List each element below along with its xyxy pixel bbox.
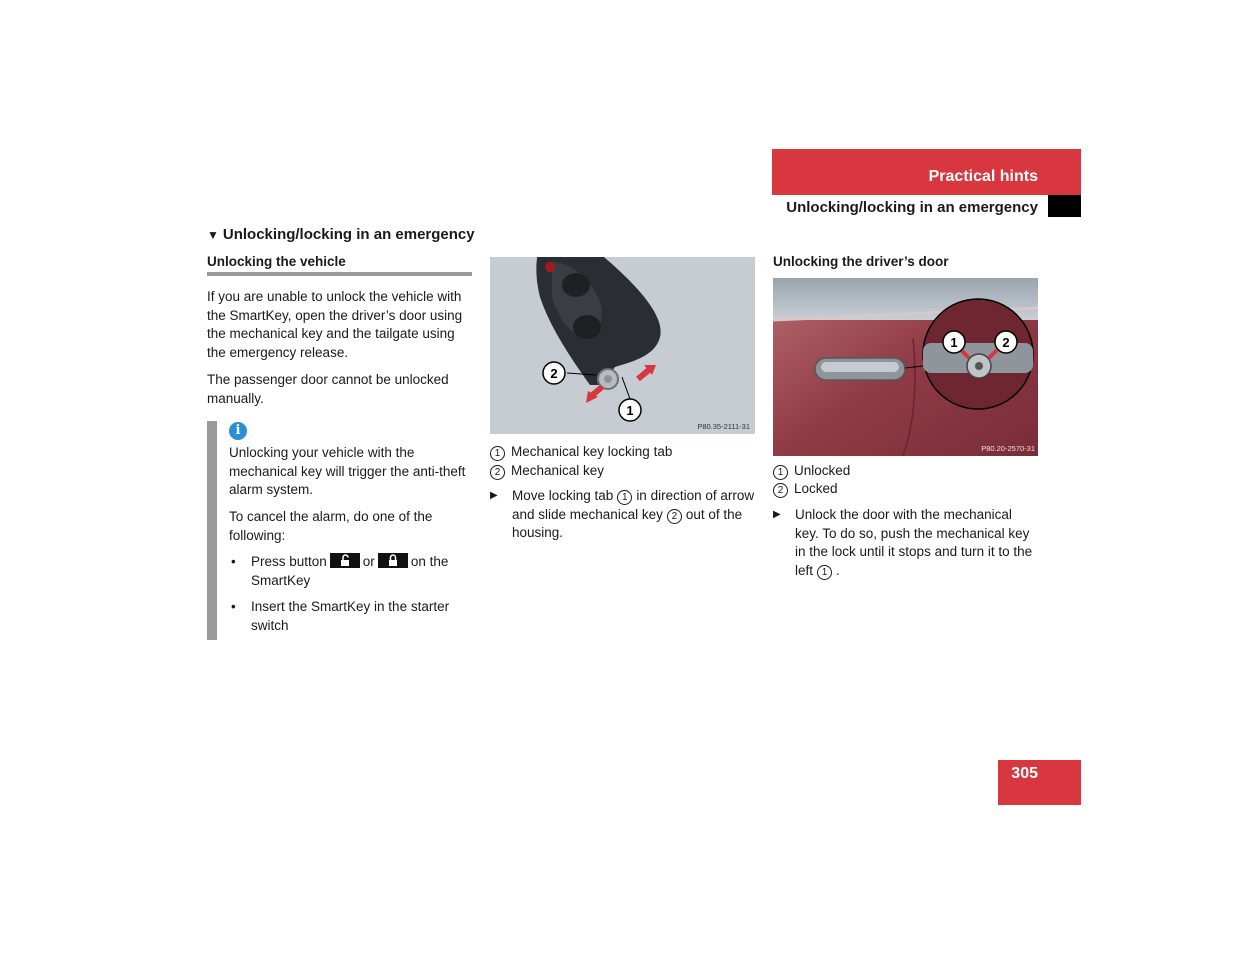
triangle-right-icon: ▶ [490, 490, 498, 501]
callout-number: 1 [617, 490, 632, 505]
callout-number: 2 [667, 509, 682, 524]
step-text: out of the housing. [512, 506, 743, 541]
svg-text:1: 1 [626, 403, 634, 418]
step-text: . [836, 563, 840, 579]
legend-item-2 [490, 461, 604, 480]
legend-item-1 [773, 461, 850, 480]
legend-label: Mechanical key [511, 463, 605, 478]
legend-label: Mechanical key locking tab [511, 444, 673, 459]
col3-heading: Unlocking the driver’s door [773, 254, 949, 269]
instruction-step [773, 506, 1038, 581]
subsection-marker [1048, 195, 1081, 217]
image-code: P80.35-2111-31 [697, 422, 750, 431]
callout-number: 2 [773, 483, 788, 498]
bullet-icon: • [231, 554, 236, 569]
svg-text:2: 2 [1002, 335, 1010, 350]
info-paragraph-1: Unlocking your vehicle with the mechanical key will trigger the anti-theft alarm system. [229, 445, 466, 498]
svg-text:1: 1 [950, 335, 958, 350]
step-text: Move locking tab [512, 488, 614, 503]
section-title: Practical hints [928, 168, 1038, 185]
bullet1-or: or [362, 554, 375, 569]
col1-paragraph-1: If you are unable to unlock the vehicle with the SmartKey, open the driver’s door using the mechanical key and the tailgate using the emergency release. [207, 289, 463, 361]
legend-label: Locked [794, 481, 838, 496]
callout-number: 1 [817, 565, 832, 580]
col1-paragraph-2: The passenger door cannot be unlocked manually. [207, 372, 449, 406]
bullet2-text: Insert the SmartKey in the starter switch [251, 599, 450, 633]
info-icon: i [229, 422, 247, 440]
svg-text:2: 2 [550, 366, 558, 381]
page-number: 305 [1011, 765, 1038, 782]
legend-item-2 [773, 479, 838, 498]
col1-heading: Unlocking the vehicle [207, 254, 472, 276]
bullet1-prefix: Press button [251, 554, 327, 569]
instruction-step [490, 487, 755, 543]
unlock-icon [330, 553, 360, 568]
info-bar [207, 421, 217, 640]
bullet-icon: • [231, 599, 236, 614]
image-code: P80.20-2570-31 [981, 444, 1035, 453]
lock-icon [378, 553, 408, 568]
triangle-right-icon: ▶ [773, 509, 781, 520]
door-lock-illustration [773, 278, 1038, 456]
info-bullet-1 [229, 553, 471, 590]
info-paragraph-2: To cancel the alarm, do one of the following: [229, 509, 433, 543]
callout-number: 1 [490, 446, 505, 461]
legend-label: Unlocked [794, 463, 851, 478]
bullet1-suffix: on the SmartKey [251, 554, 449, 588]
info-box [207, 421, 473, 640]
main-heading-text: Unlocking/locking in an emergency [222, 226, 475, 243]
callout-number: 2 [490, 465, 505, 480]
info-bullet-2 [229, 598, 471, 635]
subsection-title: Unlocking/locking in an emergency [786, 199, 1038, 216]
step-text: in direction of arrow and slide mechanical key [512, 488, 755, 522]
smartkey-illustration [490, 257, 755, 434]
triangle-down-icon: ▼ [207, 228, 219, 242]
step-text: Unlock the door with the mechanical key. To do so, push the mechanical key in the lock until it stops and turn it to the left [795, 507, 1033, 579]
callout-number: 1 [773, 465, 788, 480]
legend-item-1 [490, 442, 672, 461]
main-heading [207, 226, 475, 243]
